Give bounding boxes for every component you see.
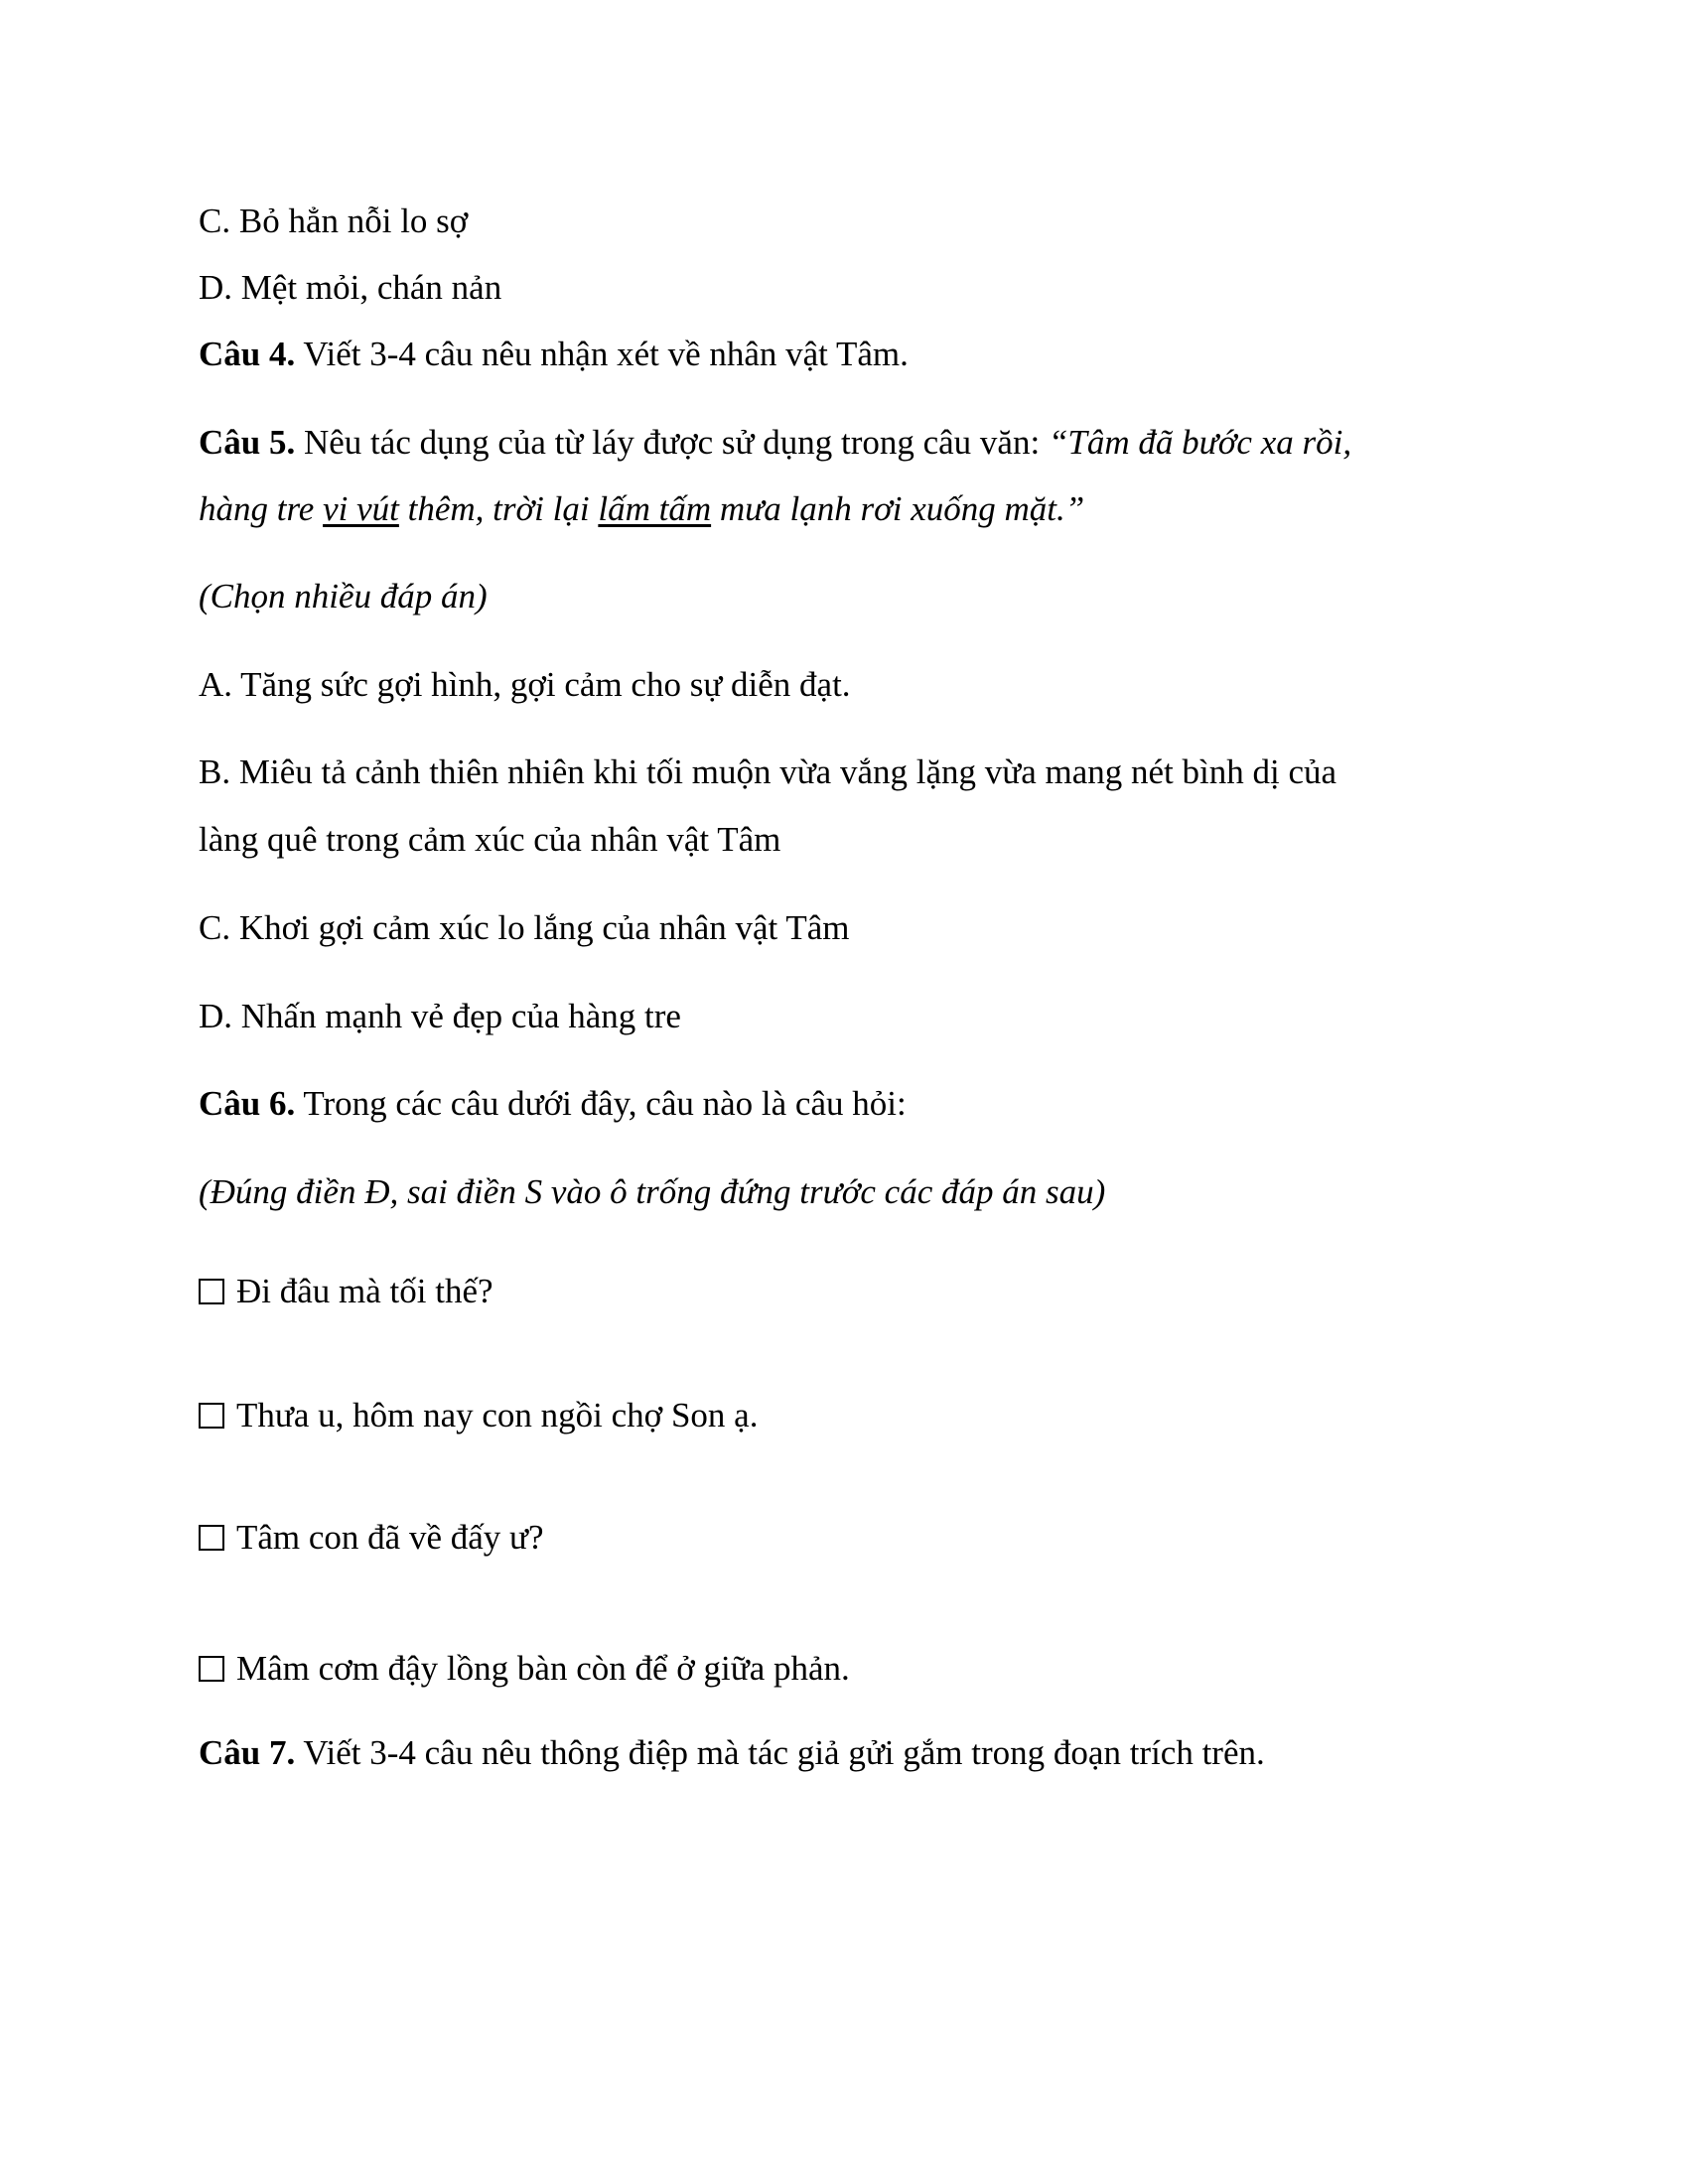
q6-item	[199, 1398, 758, 1433]
question-6-text: Trong các câu dưới đây, câu nào là câu hỏi:	[295, 1084, 907, 1123]
question-4	[199, 337, 909, 371]
checkbox[interactable]	[199, 1656, 224, 1682]
q6-item	[199, 1520, 544, 1555]
checkbox[interactable]	[199, 1403, 224, 1429]
checkbox[interactable]	[199, 1525, 224, 1551]
q5-option-d: D. Nhấn mạnh vẻ đẹp của hàng tre	[199, 997, 681, 1035]
question-6-label: Câu 6.	[199, 1084, 296, 1123]
question-4-label: Câu 4.	[199, 335, 296, 373]
q3-option-d: D. Mệt mỏi, chán nản	[199, 268, 502, 307]
question-6	[199, 1086, 907, 1121]
quote-underlined-word-1: vi vút	[323, 489, 399, 528]
quote-part2c: mưa lạnh rơi xuống mặt.”	[711, 489, 1085, 528]
question-4-text: Viết 3-4 câu nêu nhận xét về nhân vật Tâm.	[295, 335, 909, 373]
question-5-line2	[199, 491, 1084, 526]
question-5-quote-part1: “Tâm đã bước xa rồi,	[1048, 423, 1352, 462]
q5-option-c: C. Khơi gợi cảm xúc lo lắng của nhân vật Tâm	[199, 908, 850, 947]
q6-item-text: Mâm cơm đậy lồng bàn còn để ở giữa phản.	[236, 1649, 850, 1688]
question-5-line1	[199, 425, 1351, 460]
quote-underlined-word-2: lấm tấm	[598, 489, 712, 528]
q6-item	[199, 1651, 850, 1686]
question-5-label: Câu 5.	[199, 423, 296, 462]
quote-part2a: hàng tre	[199, 489, 324, 528]
q5-option-b-line2: làng quê trong cảm xúc của nhân vật Tâm	[199, 820, 781, 859]
checkbox[interactable]	[199, 1279, 224, 1304]
question-6-instruction: (Đúng điền Đ, sai điền S vào ô trống đứng trước các đáp án sau)	[199, 1172, 1106, 1211]
quote-part2b: thêm, trời lại	[398, 489, 599, 528]
question-7-text: Viết 3-4 câu nêu thông điệp mà tác giả gửi gắm trong đoạn trích trên.	[295, 1733, 1265, 1772]
question-7-label: Câu 7.	[199, 1733, 296, 1772]
q6-item-text: Đi đâu mà tối thế?	[236, 1272, 493, 1310]
q5-option-a: A. Tăng sức gợi hình, gợi cảm cho sự diễn đạt.	[199, 665, 851, 704]
q6-item-text: Thưa u, hôm nay con ngồi chợ Son ạ.	[236, 1396, 759, 1434]
q6-item	[199, 1274, 493, 1308]
question-5-text: Nêu tác dụng của từ láy được sử dụng trong câu văn:	[295, 423, 1049, 462]
question-7	[199, 1735, 1265, 1770]
q6-item-text: Tâm con đã về đấy ư?	[236, 1518, 544, 1557]
q5-option-b-line1: B. Miêu tả cảnh thiên nhiên khi tối muộn vừa vắng lặng vừa mang nét bình dị của	[199, 752, 1337, 791]
q3-option-c: C. Bỏ hẳn nỗi lo sợ	[199, 202, 469, 240]
question-5-instruction: (Chọn nhiều đáp án)	[199, 577, 488, 615]
